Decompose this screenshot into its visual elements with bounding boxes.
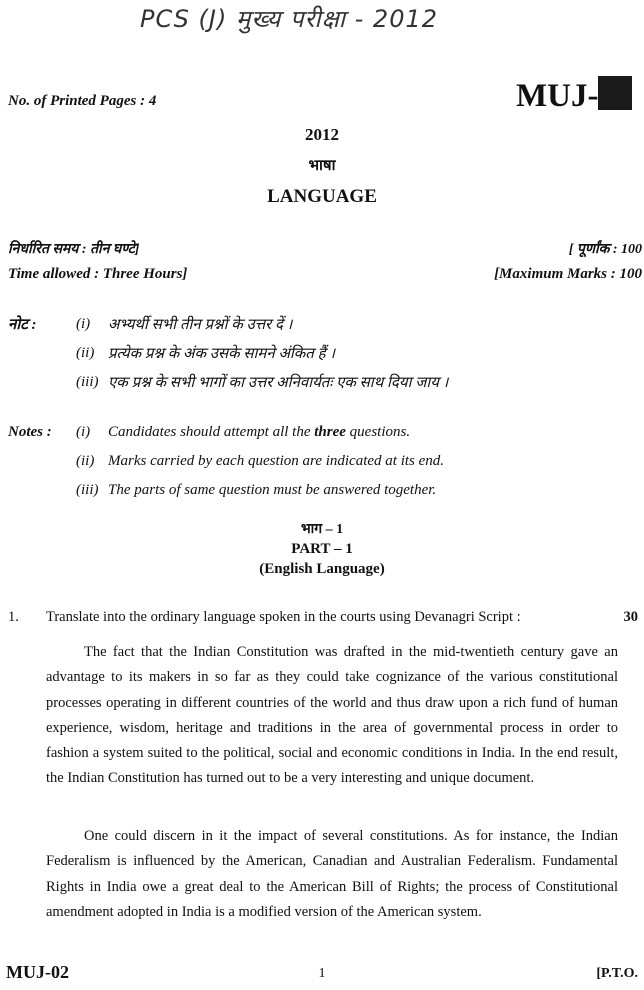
note-english-number: (ii) — [76, 453, 95, 469]
passage-paragraph — [46, 640, 618, 792]
note-text-part: Candidates should attempt all the — [108, 424, 315, 440]
note-english-number: (iii) — [76, 482, 99, 498]
part-heading-hindi: भाग – 1 — [300, 522, 344, 537]
part-subtitle: (English Language) — [259, 561, 385, 577]
note-hindi-text: प्रत्येक प्रश्न के अंक उसके सामने अंकित हैं । — [108, 346, 336, 362]
subject-title: LANGUAGE — [267, 186, 377, 207]
passage-paragraph — [46, 824, 618, 925]
page-number: 1 — [318, 966, 326, 981]
paper-code-stamp — [598, 76, 632, 110]
time-allowed-hindi: निर्धारित समय : तीन घण्टे] — [8, 242, 140, 257]
maximum-marks: [Maximum Marks : 100 — [494, 266, 642, 282]
note-english-text: Marks carried by each question are indicated at its end. — [108, 453, 445, 469]
note-hindi-text: एक प्रश्न के सभी भागों का उत्तर अनिवार्यतः एक साथ दिया जाय । — [108, 375, 449, 391]
note-english-number: (i) — [76, 424, 91, 440]
note-text-emphasis: three — [314, 424, 346, 440]
question-number: 1. — [8, 609, 19, 625]
exam-year: 2012 — [305, 125, 339, 144]
footer-paper-code: MUJ-02 — [6, 962, 69, 982]
note-english-text: The parts of same question must be answered together. — [108, 482, 437, 498]
paper-code — [516, 76, 632, 115]
note-hindi-number: (ii) — [76, 345, 95, 361]
passage-paragraph-text: The fact that the Indian Constitution was drafted in the mid-twentieth century gave an advantage to its makers in so far as they could take cognizance of the various constitutional processes operating in different countries of the world and thus draw upon a rich fund of human experience, wisdom, heritage and traditions in the area of governmental process in order to fashion a system suited to the political, social and economic conditions in India. In the end result, the Indian Constitution has turned out to be a very interesting and unique document. — [46, 644, 618, 787]
note-text-part: questions. — [345, 424, 411, 440]
note-english-text — [108, 424, 410, 441]
notes-hindi-label: नोट : — [8, 317, 37, 333]
time-allowed: Time allowed : Three Hours] — [8, 266, 188, 282]
hindi-subject-title: भाषा — [308, 158, 336, 174]
question-marks: 30 — [623, 609, 638, 625]
part-heading: PART – 1 — [291, 541, 353, 557]
passage-paragraph-text: One could discern in it the impact of several constitutions. As for instance, the Indian Federalism is influenced by the American, Canadian and Australian Federalism. Fundamental Rights in India owe a great deal to the American Bill of Rights; the process of Constitutional amendment adopted in India is a modified version of the American system. — [46, 828, 618, 920]
maximum-marks-hindi: [ पूर्णांक : 100 — [568, 242, 642, 257]
notes-english-label: Notes : — [8, 424, 52, 440]
please-turn-over: [P.T.O. — [596, 966, 638, 981]
note-hindi-text: अभ्यर्थी सभी तीन प्रश्नों के उत्तर दें । — [108, 317, 293, 333]
printed-pages-count: No. of Printed Pages : 4 — [8, 93, 157, 109]
note-hindi-number: (iii) — [76, 374, 99, 390]
note-hindi-number: (i) — [76, 316, 91, 332]
handwritten-exam-note: PCS (J) मुख्य परीक्षा - 2012 — [140, 5, 438, 33]
question-instruction: Translate into the ordinary language spoken in the courts using Devanagri Script : — [46, 609, 521, 625]
paper-code-text: MUJ- — [516, 78, 599, 114]
